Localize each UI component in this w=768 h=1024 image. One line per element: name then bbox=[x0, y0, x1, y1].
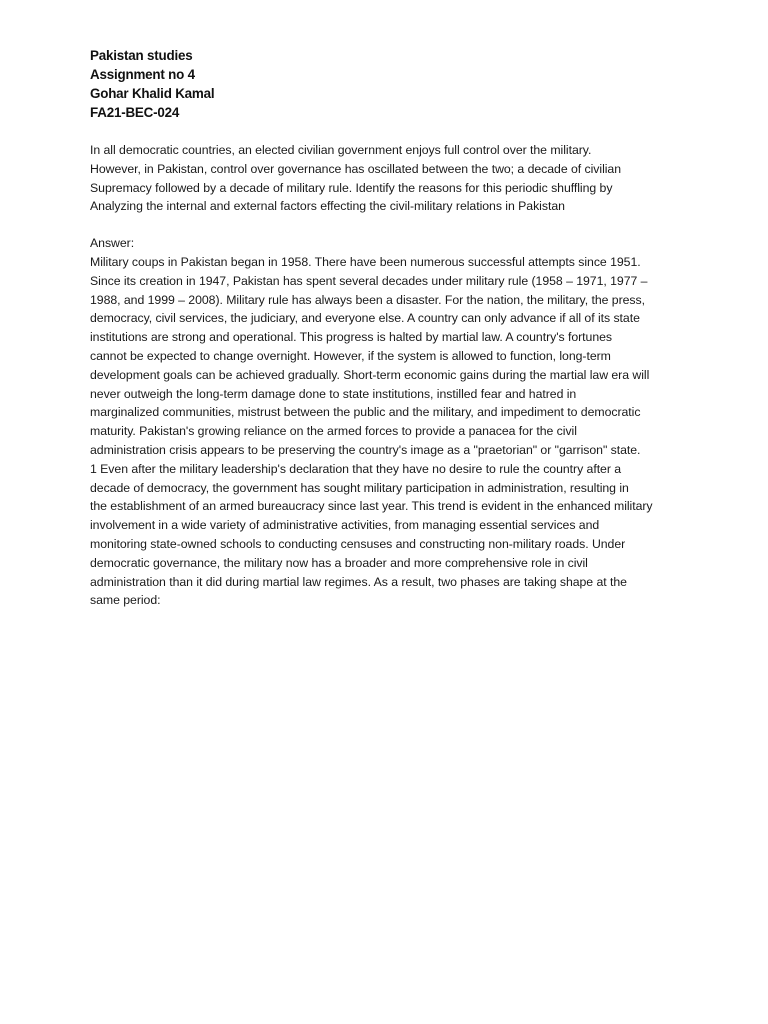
question-line: In all democratic countries, an elected civilian government enjoys full control over the military. bbox=[90, 143, 592, 157]
answer-line: decade of democracy, the government has sought military participation in administration, resulting in bbox=[90, 480, 629, 495]
question-line: However, in Pakistan, control over governance has oscillated between the two; a decade of civilian bbox=[90, 161, 622, 176]
answer-line: democracy, civil services, the judiciary, and everyone else. A country can only advance if all of its state bbox=[90, 311, 640, 326]
question-paragraph bbox=[90, 141, 686, 216]
answer-line: marginalized communities, mistrust between the public and the military, and impediment to democratic bbox=[90, 405, 641, 420]
spacer bbox=[90, 216, 686, 234]
answer-section bbox=[90, 234, 686, 610]
answer-line: never outweigh the long-term damage done to state institutions, instilled fear and hatred in bbox=[90, 386, 577, 401]
answer-line: monitoring state-owned schools to conducting censuses and constructing non-military roads. Under bbox=[90, 536, 626, 551]
answer-line: institutions are strong and operational. This progress is halted by martial law. A country's fortunes bbox=[90, 330, 613, 345]
answer-line: the establishment of an armed bureaucracy since last year. This trend is evident in the enhanced military bbox=[90, 499, 653, 514]
question-line: Analyzing the internal and external factors effecting the civil-military relations in Pakistan bbox=[90, 199, 565, 214]
roll-number: FA21-BEC-024 bbox=[90, 105, 180, 120]
answer-line: 1 Even after the military leadership's declaration that they have no desire to rule the country after a bbox=[90, 461, 622, 476]
answer-label: Answer: bbox=[90, 236, 135, 251]
answer-line: Military coups in Pakistan began in 1958. There have been numerous successful attempts since 1951. bbox=[90, 254, 641, 269]
answer-line: maturity. Pakistan's growing reliance on the armed forces to provide a panacea for the civil bbox=[90, 424, 577, 439]
answer-line: 1988, and 1999 – 2008). Military rule has always been a disaster. For the nation, the military, the press, bbox=[90, 292, 645, 307]
answer-line: same period: bbox=[90, 593, 161, 608]
spacer bbox=[90, 122, 686, 141]
document-header bbox=[90, 46, 686, 122]
document-body bbox=[90, 46, 686, 610]
subject-title: Pakistan studies bbox=[90, 48, 193, 63]
question-line: Supremacy followed by a decade of military rule. Identify the reasons for this periodic shuffling by bbox=[90, 180, 613, 195]
answer-line: Since its creation in 1947, Pakistan has spent several decades under military rule (1958 – 1971, 1977 – bbox=[90, 273, 648, 288]
answer-line: development goals can be achieved gradually. Short-term economic gains during the martial law era will bbox=[90, 367, 650, 382]
student-name: Gohar Khalid Kamal bbox=[90, 86, 215, 101]
assignment-number: Assignment no 4 bbox=[90, 67, 195, 82]
answer-line: cannot be expected to change overnight. However, if the system is allowed to function, long-term bbox=[90, 348, 611, 363]
answer-line: democratic governance, the military now has a broader and more comprehensive role in civil bbox=[90, 555, 588, 570]
answer-line: administration than it did during martial law regimes. As a result, two phases are taking shape at the bbox=[90, 574, 627, 589]
answer-line: administration crisis appears to be preserving the country's image as a "praetorian" or "garrison" state. bbox=[90, 442, 641, 457]
answer-line: involvement in a wide variety of administrative activities, from managing essential services and bbox=[90, 518, 600, 533]
